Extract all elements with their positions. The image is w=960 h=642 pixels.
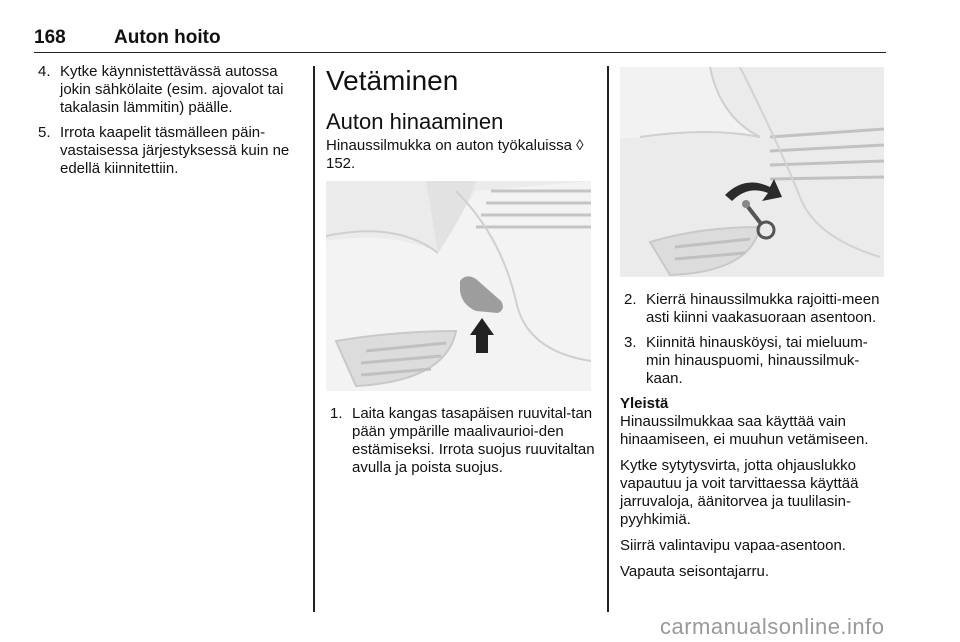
tow-eye-illustration-svg [620, 67, 884, 277]
step-text: Irrota kaapelit täsmälleen päin-vastaisessa järjestyksessä kuin ne edellä kiinnitettiin. [60, 124, 290, 177]
column-right [620, 63, 890, 589]
column-left [34, 63, 304, 185]
paragraph: Siirrä valintavipu vapaa-asentoon. [620, 537, 846, 554]
step-number: 3. [624, 334, 637, 351]
chapter-title: Auton hoito [114, 27, 221, 48]
steps-list [326, 405, 596, 477]
step-text: Kytke käynnistettävässä autossa jokin sähkölaite (esim. ajovalot tai takalasin lämmitin) päälle. [60, 63, 284, 116]
step-number: 4. [38, 63, 51, 80]
column-divider [313, 66, 315, 612]
steps-list [34, 63, 304, 178]
step-text: Laita kangas tasapäisen ruuvital-tan pään ympärille maalivaurioi-den estämiseksi. Irrota suojus ruuvitaltan avulla ja poista suojus. [352, 405, 595, 476]
list-item [34, 124, 304, 178]
paragraph: Vapauta seisontajarru. [620, 563, 769, 580]
step-number: 1. [330, 405, 343, 422]
bumper-cover-illustration-svg [326, 181, 591, 391]
column-divider [607, 66, 609, 612]
list-item [34, 63, 304, 117]
step-text: Kiinnitä hinausköysi, tai mieluum-min hinauspuomi, hinaussilmuk-kaan. [646, 334, 868, 387]
intro-text: Hinaussilmukka on auton työkaluissa ◊ 152. [326, 137, 584, 172]
list-item [326, 405, 596, 477]
tow-eye-illustration [620, 67, 884, 277]
section-heading: Yleistä [620, 395, 669, 412]
watermark: carmanualsonline.info [660, 614, 885, 639]
step-text: Kierrä hinaussilmukka rajoitti-meen asti kiinni vaakasuoraan asentoon. [646, 291, 880, 326]
bumper-cover-illustration [326, 181, 591, 391]
column-middle [326, 63, 596, 484]
subsection-title: Auton hinaaminen [326, 109, 504, 134]
step-number: 5. [38, 124, 51, 141]
paragraph: Kytke sytytysvirta, jotta ohjauslukko vapautuu ja voit tarvittaessa käyttää jarruvaloja, äänitorvea ja tuulilasin-pyyhkimiä. [620, 457, 859, 528]
section-title: Vetäminen [326, 65, 459, 96]
list-item [620, 334, 890, 388]
steps-list [620, 291, 890, 388]
page-number: 168 [34, 27, 66, 48]
page-header [34, 24, 886, 53]
step-number: 2. [624, 291, 637, 308]
paragraph: Hinaussilmukkaa saa käyttää vain hinaamiseen, ei muuhun vetämiseen. [620, 413, 869, 448]
list-item [620, 291, 890, 327]
